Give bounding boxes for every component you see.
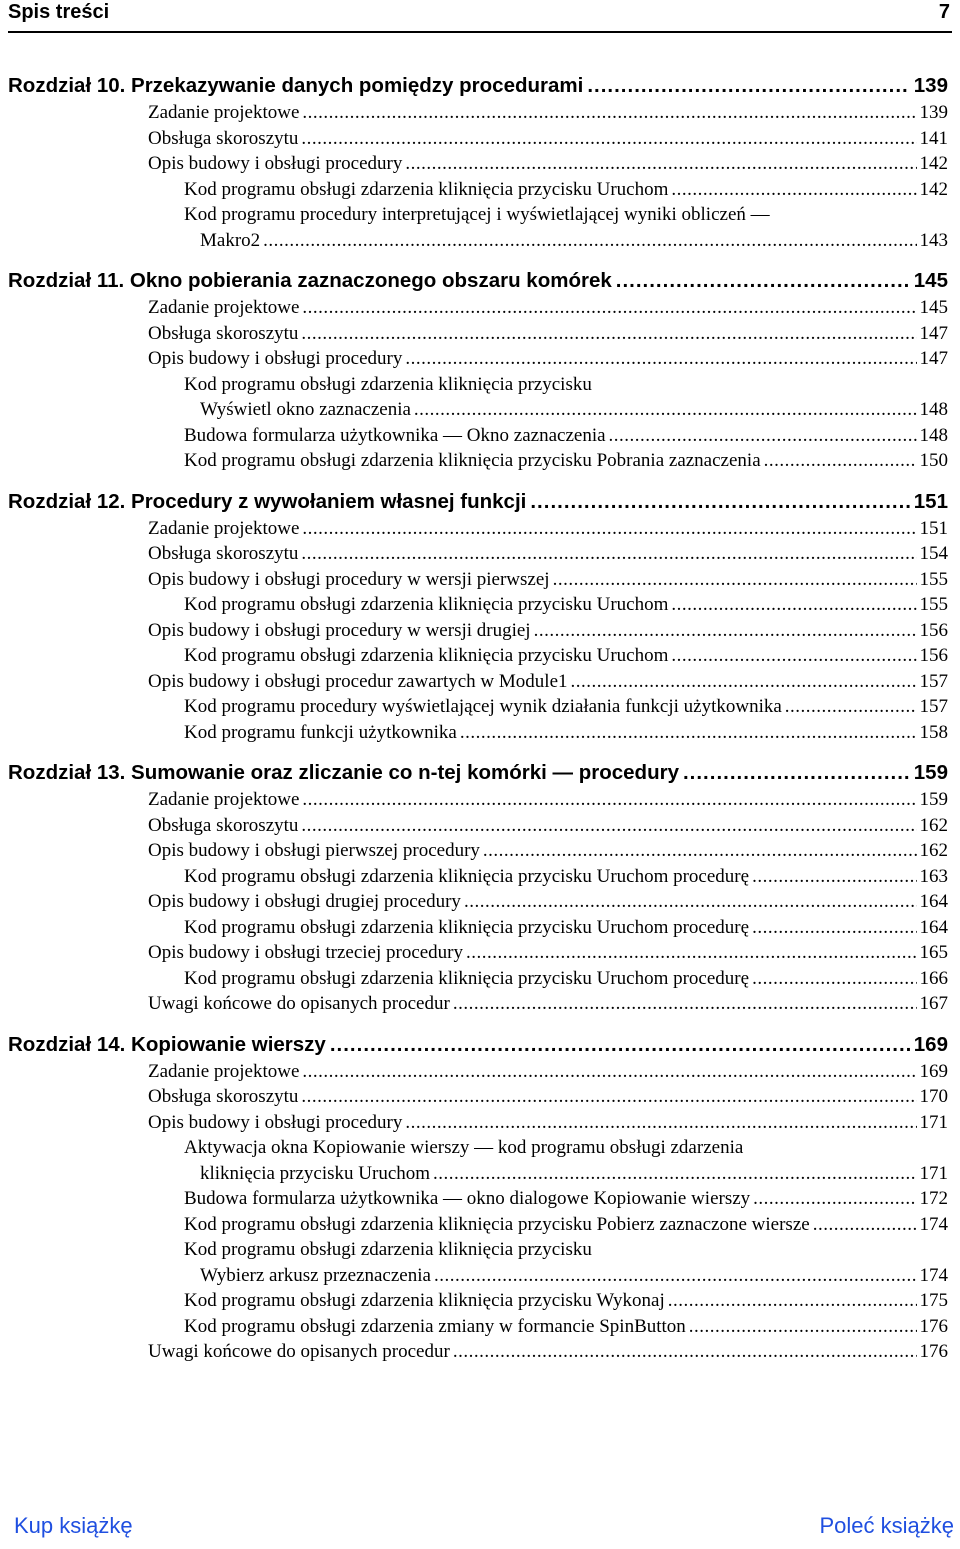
toc-entry-title-continued: Wybierz arkusz przeznaczenia [200, 1264, 431, 1286]
toc-entry-page-number: 174 [919, 1213, 948, 1235]
chapter-heading[interactable] [8, 759, 948, 787]
toc-entry[interactable] [8, 592, 948, 618]
toc-entry-continuation[interactable] [8, 397, 948, 423]
toc-entry-title: Zadanie projektowe [148, 789, 300, 810]
dot-leader [302, 516, 916, 542]
toc-entry-title: Kod programu obsługi zdarzenia kliknięcia przycisku [184, 1239, 592, 1260]
recommend-book-link[interactable]: Poleć książkę [819, 1513, 954, 1538]
dot-leader [464, 889, 917, 915]
toc-entry-title: Opis budowy i obsługi procedury [148, 153, 403, 174]
toc-entry-page-number: 171 [919, 1111, 948, 1133]
dot-leader [263, 228, 916, 254]
toc-entry[interactable] [8, 1339, 948, 1365]
toc-entry-title: Obsługa skoroszytu [148, 1086, 299, 1107]
toc-entry-page-number: 147 [919, 348, 948, 369]
chapter-heading[interactable] [8, 267, 948, 295]
toc-entry-title: Budowa formularza użytkownika — okno dialogowe Kopiowanie wierszy [184, 1188, 751, 1209]
dot-leader [689, 1314, 917, 1340]
toc-entry-page-number: 163 [919, 865, 948, 887]
dot-leader [302, 295, 916, 321]
toc-entry[interactable] [8, 177, 948, 203]
toc-entry-page-number: 157 [919, 696, 948, 717]
toc-entry[interactable] [8, 694, 948, 720]
toc-entry-page-number: 150 [919, 450, 948, 471]
toc-entry-page-number: 166 [919, 967, 948, 989]
toc-entry[interactable] [8, 126, 948, 152]
toc-entry[interactable] [8, 838, 948, 864]
toc-entry-title: Obsługa skoroszytu [148, 543, 299, 564]
chapter-title: Rozdział 11. Okno pobierania zaznaczonego obszaru komórek [8, 269, 612, 292]
dot-leader [587, 72, 909, 100]
dot-leader [302, 787, 916, 813]
chapter-title: Rozdział 10. Przekazywanie danych pomiędzy procedurami [8, 74, 584, 97]
toc-entry[interactable] [8, 1212, 948, 1238]
toc-entry-page-number: 165 [919, 942, 948, 963]
toc-entry[interactable] [8, 787, 948, 813]
toc-entry-page-number: 143 [919, 229, 948, 251]
toc-entry-title: Opis budowy i obsługi procedury [148, 1111, 403, 1133]
dot-leader [302, 100, 916, 126]
toc-entry-title: Zadanie projektowe [148, 1060, 300, 1082]
toc-entry[interactable] [8, 991, 948, 1017]
chapter-section [8, 1031, 948, 1365]
toc-entry-page-number: 175 [919, 1290, 948, 1311]
toc-entry[interactable] [8, 643, 948, 669]
dot-leader [764, 448, 917, 474]
dot-leader [301, 813, 916, 839]
dot-leader [433, 1161, 916, 1187]
dot-leader [301, 321, 916, 347]
toc-entry-title: Kod programu obsługi zdarzenia kliknięcia przycisku Pobrania zaznaczenia [184, 450, 761, 471]
dot-leader [609, 423, 917, 449]
toc-entry-page-number: 169 [919, 1060, 948, 1082]
toc-entry-page-number: 156 [919, 645, 948, 666]
toc-entry[interactable] [8, 295, 948, 321]
toc-entry[interactable] [8, 966, 948, 992]
toc-entry-page-number: 162 [919, 814, 948, 836]
chapter-section [8, 488, 948, 746]
toc-entry-title: Kod programu obsługi zdarzenia zmiany w formancie SpinButton [184, 1315, 686, 1337]
dot-leader [405, 346, 916, 372]
chapter-section [8, 267, 948, 474]
dot-leader [752, 966, 916, 992]
toc-entry-page-number: 171 [919, 1162, 948, 1184]
toc-entry-page-number: 155 [919, 568, 948, 590]
dot-leader [434, 1263, 917, 1289]
toc-entry[interactable] [8, 567, 948, 593]
toc-entry[interactable] [8, 346, 948, 372]
toc-entry-page-number: 142 [919, 153, 948, 174]
toc-entry-title: Opis budowy i obsługi drugiej procedury [148, 891, 461, 912]
toc-entry-title: Budowa formularza użytkownika — Okno zaznaczenia [184, 424, 606, 446]
toc-entry-title: Obsługa skoroszytu [148, 814, 299, 836]
toc-entry[interactable] [8, 372, 948, 398]
chapter-title: Rozdział 13. Sumowanie oraz zliczanie co n-tej komórki — procedury [8, 761, 679, 784]
toc-entry-continuation[interactable] [8, 228, 948, 254]
toc-entry-title: Zadanie projektowe [148, 102, 300, 123]
chapter-heading[interactable] [8, 488, 948, 516]
toc-entry-page-number: 145 [919, 297, 948, 318]
toc-entry-page-number: 157 [919, 670, 948, 692]
toc-entry-page-number: 154 [919, 543, 948, 564]
toc-entry-title: Uwagi końcowe do opisanych procedur [148, 993, 450, 1014]
toc-entry-title: Kod programu obsługi zdarzenia kliknięcia przycisku Uruchom procedurę [184, 865, 750, 887]
dot-leader [668, 1288, 917, 1314]
toc-entry-title: Aktywacja okna Kopiowanie wierszy — kod programu obsługi zdarzenia [184, 1137, 744, 1158]
toc-entry[interactable] [8, 202, 948, 228]
toc-entry-title: Obsługa skoroszytu [148, 127, 299, 149]
toc-entry-title: Zadanie projektowe [148, 517, 300, 539]
chapter-title: Rozdział 14. Kopiowanie wierszy [8, 1032, 326, 1056]
toc-entry-page-number: 148 [919, 399, 948, 420]
dot-leader [553, 567, 917, 593]
dot-leader [301, 126, 916, 152]
dot-leader [752, 915, 916, 941]
toc-entry-title: Opis budowy i obsługi procedur zawartych w Module1 [148, 670, 568, 692]
toc-entry[interactable] [8, 1059, 948, 1085]
toc-entry-title: Kod programu obsługi zdarzenia kliknięcia przycisku Uruchom [184, 645, 669, 666]
dot-leader [683, 759, 910, 787]
toc-entry[interactable] [8, 1186, 948, 1212]
toc-entry-title: Kod programu obsługi zdarzenia kliknięcia przycisku [184, 373, 592, 395]
dot-leader [301, 1084, 916, 1110]
dot-leader [813, 1212, 917, 1238]
dot-leader [405, 151, 916, 177]
dot-leader [671, 177, 916, 203]
toc-entry[interactable] [8, 940, 948, 966]
toc-entry[interactable] [8, 1135, 948, 1161]
toc-entry-page-number: 158 [919, 721, 948, 743]
dot-leader [571, 669, 917, 695]
toc-entry[interactable] [8, 669, 948, 695]
toc-entry[interactable] [8, 1237, 948, 1263]
toc-entry[interactable] [8, 720, 948, 746]
buy-book-link[interactable]: Kup książkę [14, 1513, 133, 1538]
toc-entry-page-number: 176 [919, 1341, 948, 1362]
toc-entry-title: Kod programu obsługi zdarzenia kliknięcia przycisku Wykonaj [184, 1290, 665, 1311]
toc-entry-page-number: 172 [919, 1188, 948, 1209]
dot-leader [752, 864, 916, 890]
toc-entry[interactable] [8, 1288, 948, 1314]
toc-entry-title: Opis budowy i obsługi procedury w wersji drugiej [148, 619, 531, 641]
table-of-contents [8, 72, 948, 1379]
toc-entry-continuation[interactable] [8, 1263, 948, 1289]
dot-leader [414, 397, 917, 423]
toc-entry[interactable] [8, 889, 948, 915]
chapter-section [8, 759, 948, 1017]
toc-entry-title: Kod programu obsługi zdarzenia kliknięcia przycisku Uruchom procedurę [184, 916, 750, 938]
dot-leader [671, 592, 916, 618]
dot-leader [453, 991, 917, 1017]
toc-entry-page-number: 147 [919, 322, 948, 344]
toc-entry-title-continued: kliknięcia przycisku Uruchom [200, 1162, 431, 1184]
dot-leader [534, 618, 917, 644]
toc-entry[interactable] [8, 541, 948, 567]
toc-entry-page-number: 162 [919, 840, 948, 861]
toc-entry-title: Kod programu obsługi zdarzenia kliknięcia przycisku Pobierz zaznaczone wiersze [184, 1213, 810, 1235]
toc-entry-title: Uwagi końcowe do opisanych procedur [148, 1341, 450, 1362]
toc-entry-title-continued: Wyświetl okno zaznaczenia [200, 399, 411, 420]
toc-entry-page-number: 167 [919, 993, 948, 1014]
toc-entry-page-number: 151 [919, 517, 948, 539]
dot-leader [460, 720, 917, 746]
dot-leader [405, 1110, 916, 1136]
toc-entry-page-number: 164 [919, 891, 948, 912]
toc-entry[interactable] [8, 618, 948, 644]
toc-entry-page-number: 174 [919, 1264, 948, 1286]
dot-leader [453, 1339, 917, 1365]
toc-entry-page-number: 148 [919, 424, 948, 446]
chapter-section [8, 72, 948, 253]
dot-leader [530, 488, 909, 516]
toc-entry-title: Opis budowy i obsługi pierwszej procedury [148, 840, 480, 861]
toc-entry-title: Kod programu obsługi zdarzenia kliknięcia przycisku Uruchom [184, 178, 669, 200]
toc-entry-title: Kod programu procedury wyświetlającej wynik działania funkcji użytkownika [184, 696, 782, 717]
page-header [8, 0, 952, 33]
toc-entry-title: Kod programu obsługi zdarzenia kliknięcia przycisku Uruchom [184, 594, 669, 615]
chapter-page-number: 151 [913, 489, 948, 513]
toc-entry[interactable] [8, 321, 948, 347]
toc-entry[interactable] [8, 864, 948, 890]
page-header-title: Spis treści [8, 1, 110, 23]
chapter-page-number: 169 [913, 1032, 948, 1056]
page-number: 7 [938, 1, 950, 23]
dot-leader [301, 541, 916, 567]
toc-entry-title-continued: Makro2 [200, 229, 261, 251]
dot-leader [466, 940, 916, 966]
toc-entry-page-number: 176 [919, 1315, 948, 1337]
toc-entry[interactable] [8, 448, 948, 474]
toc-entry-page-number: 142 [919, 178, 948, 200]
toc-entry[interactable] [8, 1110, 948, 1136]
dot-leader [753, 1186, 916, 1212]
footer [14, 1513, 954, 1547]
toc-entry-continuation[interactable] [8, 1161, 948, 1187]
toc-entry[interactable] [8, 813, 948, 839]
toc-entry-page-number: 159 [919, 789, 948, 810]
toc-entry-title: Opis budowy i obsługi procedury [148, 348, 403, 369]
toc-entry[interactable] [8, 100, 948, 126]
toc-entry-title: Kod programu obsługi zdarzenia kliknięcia przycisku Uruchom procedurę [184, 967, 750, 989]
toc-entry-title: Kod programu funkcji użytkownika [184, 721, 457, 743]
toc-entry-title: Kod programu procedury interpretującej i wyświetlającej wyniki obliczeń — [184, 204, 770, 225]
toc-entry-page-number: 155 [919, 594, 948, 615]
toc-entry-title: Obsługa skoroszytu [148, 322, 299, 344]
chapter-page-number: 139 [913, 74, 948, 97]
toc-entry-page-number: 139 [919, 102, 948, 123]
dot-leader [671, 643, 916, 669]
dot-leader [785, 694, 917, 720]
dot-leader [483, 838, 917, 864]
toc-entry-title: Opis budowy i obsługi trzeciej procedury [148, 942, 464, 963]
toc-entry[interactable] [8, 1084, 948, 1110]
chapter-page-number: 159 [913, 761, 948, 784]
dot-leader [330, 1031, 910, 1059]
dot-leader [616, 267, 910, 295]
dot-leader [302, 1059, 916, 1085]
toc-entry-page-number: 141 [919, 127, 948, 149]
toc-entry-title: Zadanie projektowe [148, 297, 300, 318]
chapter-heading[interactable] [8, 1031, 948, 1059]
toc-entry[interactable] [8, 423, 948, 449]
chapter-page-number: 145 [913, 269, 948, 292]
toc-entry-page-number: 164 [919, 916, 948, 938]
toc-entry[interactable] [8, 516, 948, 542]
toc-entry[interactable] [8, 1314, 948, 1340]
chapter-title: Rozdział 12. Procedury z wywołaniem własnej funkcji [8, 489, 527, 513]
toc-entry[interactable] [8, 151, 948, 177]
toc-entry-page-number: 156 [919, 619, 948, 641]
chapter-heading[interactable] [8, 72, 948, 100]
toc-entry-page-number: 170 [919, 1086, 948, 1107]
toc-entry-title: Opis budowy i obsługi procedury w wersji pierwszej [148, 568, 550, 590]
toc-entry[interactable] [8, 915, 948, 941]
